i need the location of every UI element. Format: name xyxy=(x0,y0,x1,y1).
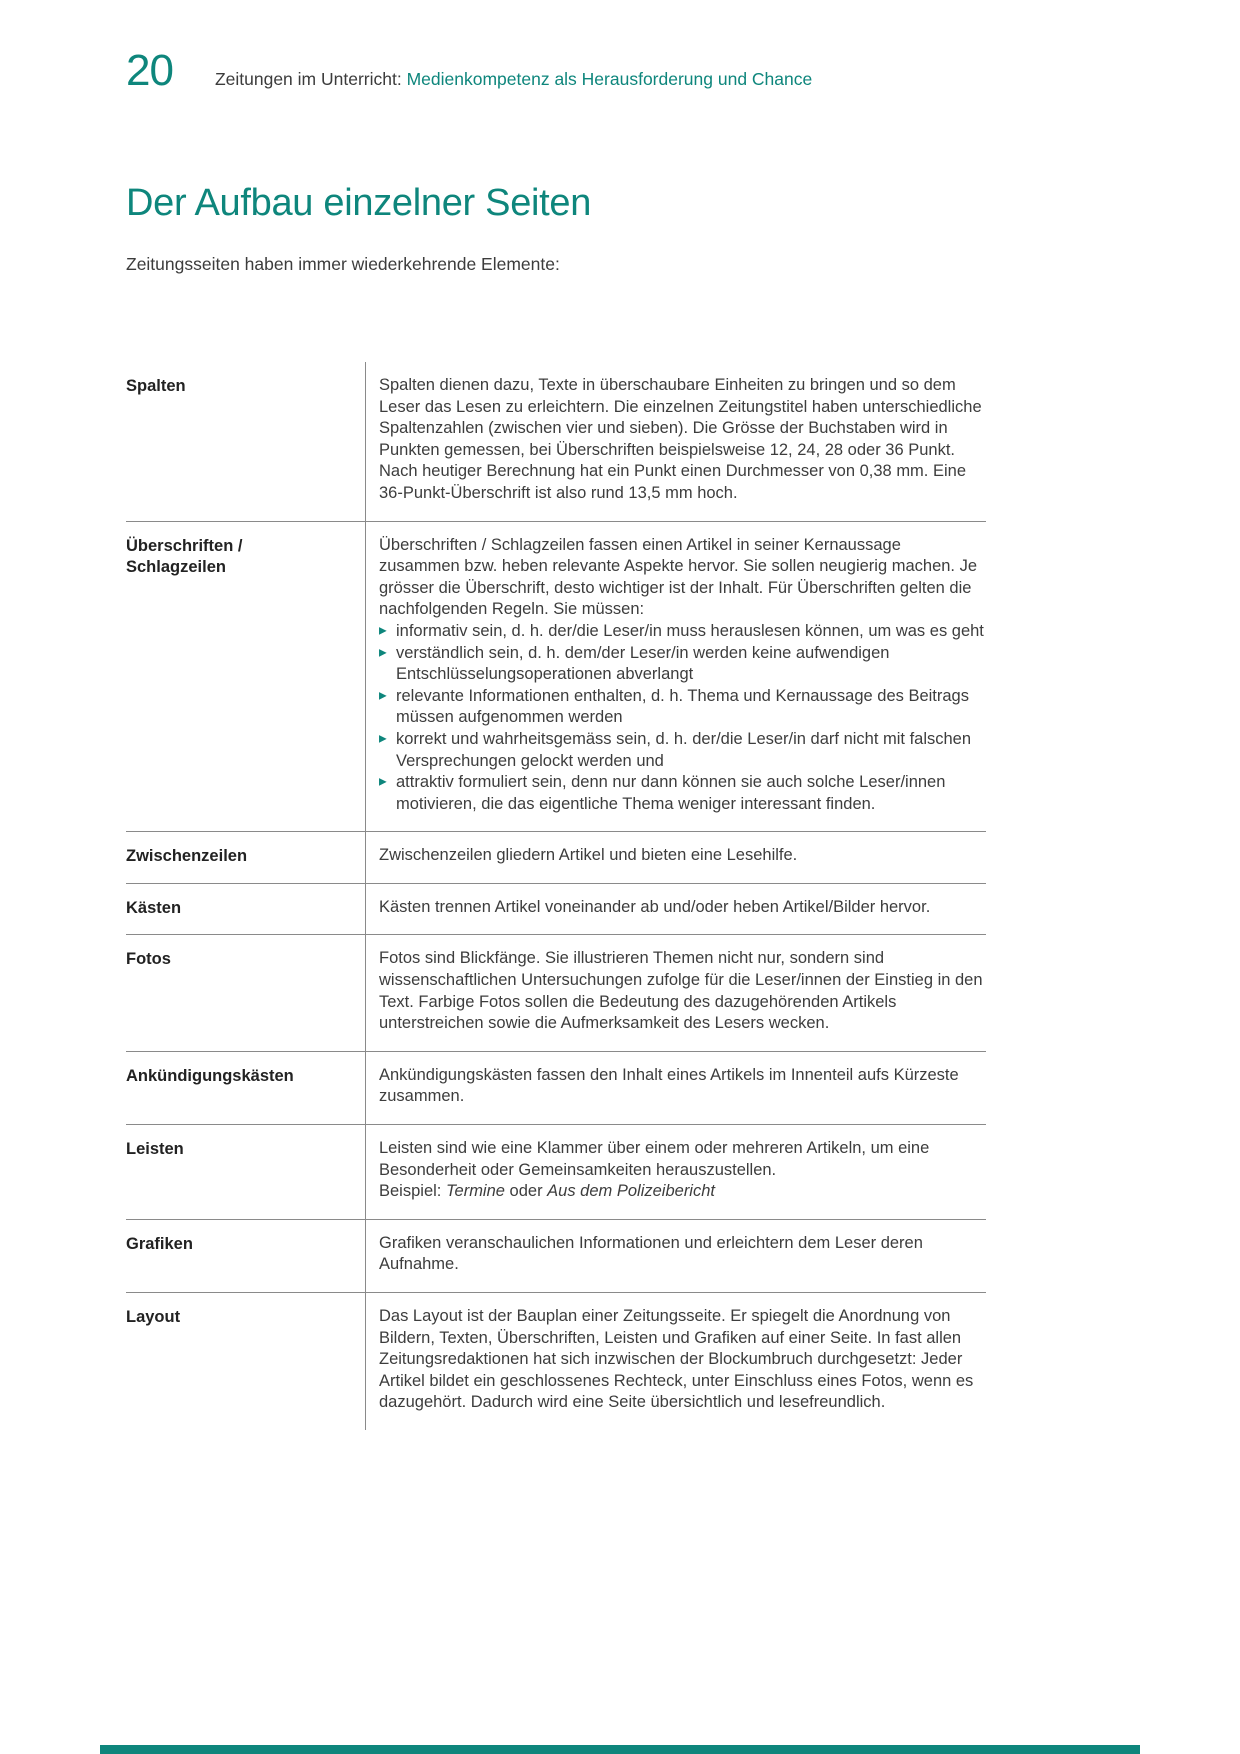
running-title xyxy=(215,69,812,90)
row-description xyxy=(365,1052,986,1124)
footer-accent-bar xyxy=(100,1745,1140,1754)
table-row xyxy=(126,934,986,1050)
bullet-arrow-icon: ▶ xyxy=(379,690,387,702)
running-title-accent: Medienkompetenz als Herausforderung und Chance xyxy=(406,69,813,89)
bullet-text: attraktiv formuliert sein, denn nur dann können sie auch solche Leser/innen motivieren, die das eigentliche Thema weniger interessant finden. xyxy=(396,773,946,813)
text-segment: Beispiel: xyxy=(379,1182,446,1201)
table-row xyxy=(126,831,986,883)
row-term-line: Leisten xyxy=(126,1140,184,1159)
row-description xyxy=(365,1125,986,1219)
row-term-line: Grafiken xyxy=(126,1234,193,1253)
bullet-item xyxy=(379,729,986,772)
row-term xyxy=(126,1052,365,1124)
row-term-line: Kästen xyxy=(126,898,182,917)
row-term-line: Zwischenzeilen xyxy=(126,847,248,866)
row-term xyxy=(126,522,365,832)
row-description xyxy=(365,522,986,832)
description-paragraph: Grafiken veranschaulichen Informationen und erleichtern dem Leser deren Aufnahme. xyxy=(379,1233,923,1274)
row-description xyxy=(365,935,986,1050)
row-term xyxy=(126,884,365,935)
page-header xyxy=(126,46,812,96)
table-row xyxy=(126,1292,986,1430)
row-term-line: Schlagzeilen xyxy=(126,558,226,577)
description-paragraph: Das Layout ist der Bauplan einer Zeitungsseite. Er spiegelt die Anordnung von Bildern, Texten, Überschriften, Leisten und Grafiken auf einer Seite. In fast allen Zeitungsredaktionen hat sich inzwischen der Blockumbruch durchgesetzt: Jeder Artikel bildet ein geschlossenes Rechteck, unter Einschluss eines Fotos, wenn es dazugehört. Dadurch wird eine Seite übersichtlich und lesefreundlich. xyxy=(379,1307,974,1412)
description-paragraph: Ankündigungskästen fassen den Inhalt eines Artikels im Innenteil aufs Kürzeste zusammen. xyxy=(379,1065,959,1106)
row-term xyxy=(126,1293,365,1430)
running-title-plain: Zeitungen im Unterricht: xyxy=(214,69,402,89)
description-paragraph: Spalten dienen dazu, Texte in überschaubare Einheiten zu bringen und so dem Leser das Lesen zu erleichtern. Die einzelnen Zeitungstitel haben unterschiedliche Spaltenzahlen (zwischen vier und sieben). Die Grösse der Buchstaben wird in Punkten gemessen, bei Überschriften beispielsweise 12, 24, 28 oder 36 Punkt. Nach heutiger Berechnung hat ein Punkt einen Durchmesser von 0,38 mm. Eine 36-Punkt-Überschrift ist also rund 13,5 mm hoch. xyxy=(379,376,982,502)
text-segment: Termine xyxy=(445,1182,505,1201)
bullet-item xyxy=(379,621,986,643)
row-description xyxy=(365,832,986,883)
bullet-item xyxy=(379,643,986,686)
bullet-arrow-icon: ▶ xyxy=(379,776,387,788)
bullet-arrow-icon: ▶ xyxy=(379,733,387,745)
page-title: Der Aufbau einzelner Seiten xyxy=(126,182,592,224)
bullet-item xyxy=(379,772,986,815)
row-description xyxy=(365,1293,986,1430)
description-paragraph: Überschriften / Schlagzeilen fassen einen Artikel in seiner Kernaussage zusammen bzw. heben relevante Aspekte hervor. Sie sollen neugierig machen. Je grösser die Überschrift, desto wichtiger ist der Inhalt. Für Überschriften gelten die nachfolgenden Regeln. Sie müssen: xyxy=(379,535,978,619)
table-row xyxy=(126,1124,986,1219)
bullet-arrow-icon: ▶ xyxy=(379,647,387,659)
table-row xyxy=(126,883,986,935)
description-paragraph: Zwischenzeilen gliedern Artikel und bieten eine Lesehilfe. xyxy=(379,846,798,865)
description-paragraph xyxy=(379,1181,986,1203)
row-term xyxy=(126,1125,365,1219)
row-term-line: Ankündigungskästen xyxy=(126,1066,294,1085)
row-description xyxy=(365,1220,986,1292)
row-term-line: Fotos xyxy=(126,950,171,969)
description-paragraph: Leisten sind wie eine Klammer über einem oder mehreren Artikeln, um eine Besonderheit oder Gemeinsamkeiten herauszustellen. xyxy=(379,1139,930,1179)
row-term-line: Überschriften / xyxy=(126,536,243,555)
row-term xyxy=(126,362,365,521)
row-term xyxy=(126,935,365,1050)
row-description xyxy=(365,362,986,521)
elements-table xyxy=(126,362,986,1430)
row-term xyxy=(126,832,365,883)
row-term-line: Spalten xyxy=(126,377,186,395)
bullet-text: verständlich sein, d. h. dem/der Leser/in werden keine aufwendigen Entschlüsselungsoperationen abverlangt xyxy=(396,643,890,684)
description-paragraph: Fotos sind Blickfänge. Sie illustrieren Themen nicht nur, sondern sind wissenschaftlichen Untersuchungen zufolge für die Leser/innen der Einstieg in den Text. Farbige Fotos sollen die Bedeutung des dazugehörenden Artikels unterstreichen sowie die Aufmerksamkeit des Lesers wecken. xyxy=(379,949,983,1033)
bullet-text: informativ sein, d. h. der/die Leser/in muss herauslesen können, um was es geht xyxy=(396,621,984,640)
bullet-text: relevante Informationen enthalten, d. h. Thema und Kernaussage des Beitrags müssen aufgenommen werden xyxy=(396,686,969,727)
bullet-item xyxy=(379,686,986,729)
row-description xyxy=(365,884,986,935)
row-term xyxy=(126,1220,365,1292)
description-paragraph: Kästen trennen Artikel voneinander ab und/oder heben Artikel/Bilder hervor. xyxy=(379,897,931,916)
bullet-arrow-icon: ▶ xyxy=(379,625,387,637)
text-segment: Aus dem Polizeibericht xyxy=(547,1182,715,1201)
intro-text: Zeitungsseiten haben immer wiederkehrende Elemente: xyxy=(126,254,560,274)
table-row xyxy=(126,521,986,832)
bullet-text: korrekt und wahrheitsgemäss sein, d. h. der/die Leser/in darf nicht mit falschen Versprechungen gelockt werden und xyxy=(396,729,972,770)
row-term-line: Layout xyxy=(126,1308,181,1326)
table-row xyxy=(126,362,986,521)
text-segment: oder xyxy=(504,1182,548,1201)
table-row xyxy=(126,1219,986,1292)
page-number: 20 xyxy=(126,46,173,95)
table-row xyxy=(126,1051,986,1124)
